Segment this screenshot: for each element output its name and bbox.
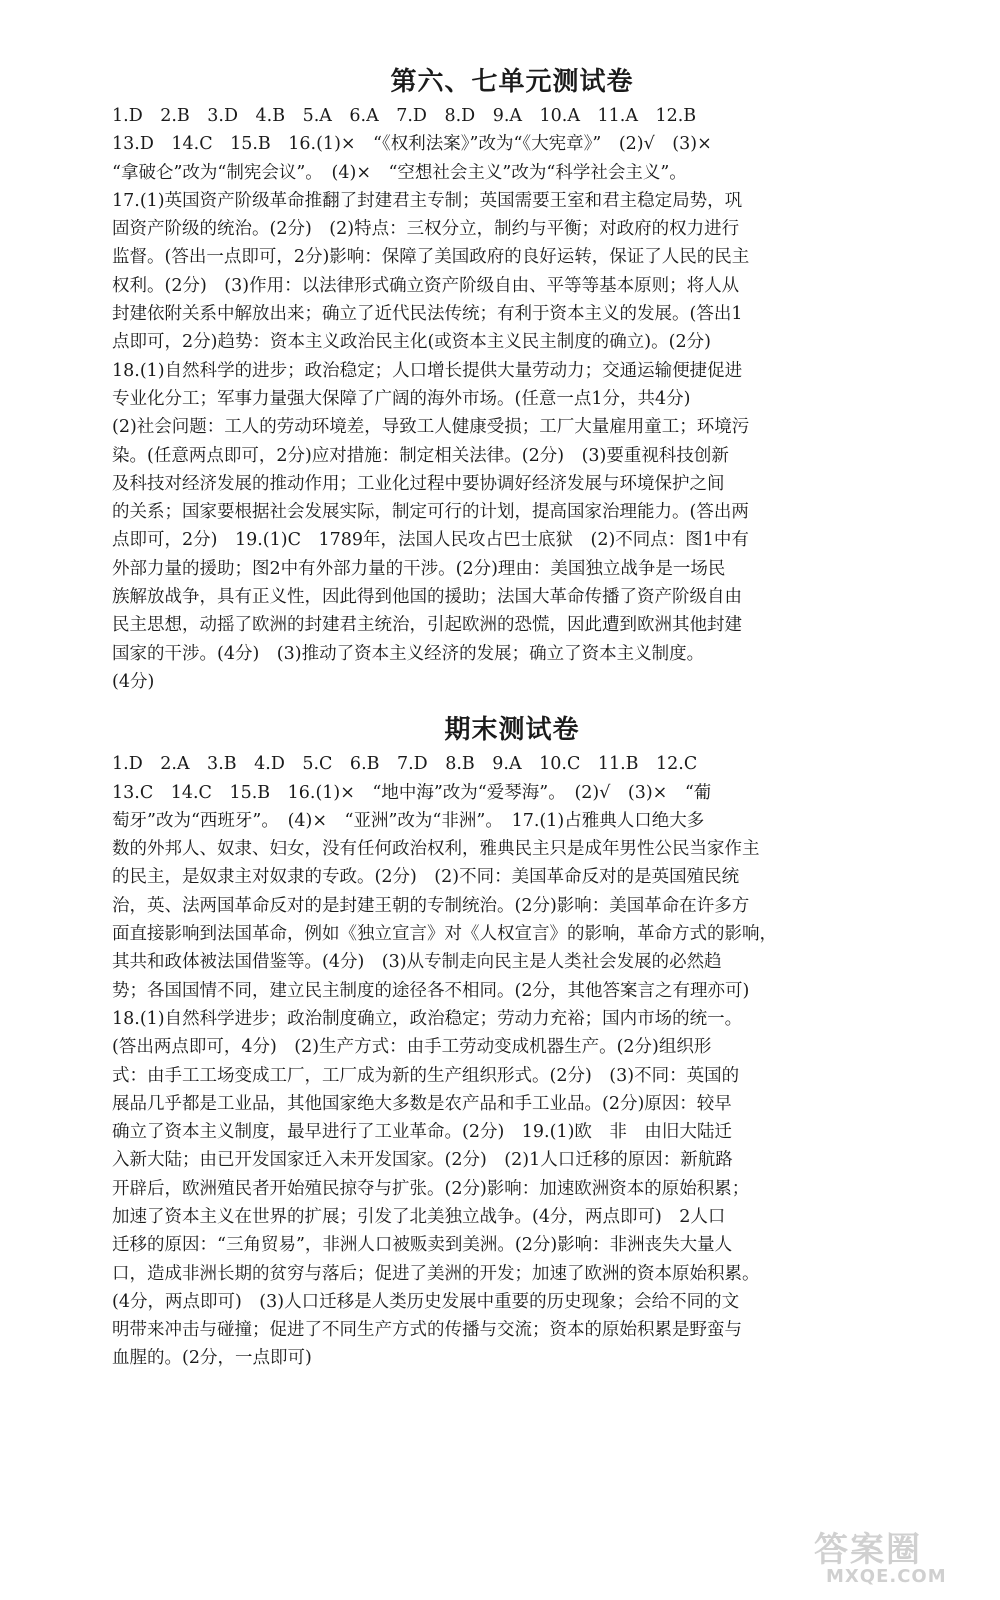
answer-line: 萄牙”改为“西班牙”。 (4)× “亚洲”改为“非洲”。 17.(1)占雅典人口绝大多 bbox=[112, 810, 705, 831]
answer-line: 面直接影响到法国革命，例如《独立宣言》对《人权宣言》的影响，革命方式的影响， bbox=[112, 924, 777, 945]
answer-line: 国家的干涉。(4分) (3)推动了资本主义经济的发展；确立了资本主义制度。 bbox=[112, 643, 705, 664]
answer-line: 1.D 2.A 3.B 4.D 5.C 6.B 7.D 8.B 9.A 10.C 11.B 12.C bbox=[112, 754, 698, 775]
site-watermark bbox=[792, 1522, 982, 1592]
answer-line: 族解放战争，具有正义性，因此得到他国的援助；法国大革命传播了资产阶级自由 bbox=[112, 587, 742, 608]
answer-line: (4分，两点即可) (3)人口迁移是人类历史发展中重要的历史现象；会给不同的文 bbox=[112, 1291, 740, 1312]
watermark-url-text: MXQE.COM bbox=[826, 1566, 947, 1587]
answer-line: 数的外邦人、奴隶、妇女，没有任何政治权利，雅典民主只是成年男性公民当家作主 bbox=[112, 839, 760, 860]
answer-line: 展品几乎都是工业品，其他国家绝大多数是农产品和手工业品。(2分)原因：较早 bbox=[112, 1093, 732, 1114]
answer-line: 18.(1)自然科学进步；政治制度确立，政治稳定；劳动力充裕；国内市场的统一。 bbox=[112, 1008, 743, 1029]
answer-line: 的关系；国家要根据社会发展实际，制定可行的计划，提高国家治理能力。(答出两 bbox=[112, 502, 749, 523]
answer-line: 监督。(答出一点即可，2分)影响：保障了美国政府的良好运转，保证了人民的民主 bbox=[112, 247, 750, 268]
answer-line: 13.D 14.C 15.B 16.(1)× “《权利法案》”改为“《大宪章》” (2)√ (3)× bbox=[112, 134, 712, 155]
answer-line: 式：由手工工场变成工厂，工厂成为新的生产组织形式。(2分) (3)不同：英国的 bbox=[112, 1065, 740, 1086]
answer-line: 封建依附关系中解放出来；确立了近代民法传统；有利于资本主义的发展。(答出1 bbox=[112, 304, 743, 325]
answer-line: (4分) bbox=[112, 671, 155, 692]
answer-line: 专业化分工；军事力量强大保障了广阔的海外市场。(任意一点1分，共4分) bbox=[112, 388, 691, 409]
answer-line: 口，造成非洲长期的贫穷与落后；促进了美洲的开发；加速了欧洲的资本原始积累。 bbox=[112, 1263, 760, 1284]
answer-line: 治，英、法两国革命反对的是封建王朝的专制统治。(2分)影响：美国革命在许多方 bbox=[112, 895, 750, 916]
answer-line: 染。(任意两点即可，2分)应对措施：制定相关法律。(2分) (3)要重视科技创新 bbox=[112, 445, 729, 466]
answer-line: 点即可，2分)趋势：资本主义政治民主化(或资本主义民主制度的确立)。(2分) bbox=[112, 332, 711, 353]
watermark-logo-text: 答案圈 bbox=[814, 1530, 922, 1570]
answer-line: 确立了资本主义制度，最早进行了工业革命。(2分) 19.(1)欧 非 由旧大陆迁 bbox=[112, 1122, 732, 1143]
answer-line: 其共和政体被法国借鉴等。(4分) (3)从专制走向民主是人类社会发展的必然趋 bbox=[112, 952, 722, 973]
answer-line: (2)社会问题：工人的劳动环境差，导致工人健康受损；工厂大量雇用童工；环境污 bbox=[112, 417, 750, 438]
section-title: 第六、七单元测试卷 bbox=[390, 67, 634, 97]
answer-block bbox=[112, 750, 912, 1373]
answer-line: 明带来冲击与碰撞；促进了不同生产方式的传播与交流；资本的原始积累是野蛮与 bbox=[112, 1320, 742, 1341]
answer-line: 固资产阶级的统治。(2分) (2)特点：三权分立，制约与平衡；对政府的权力进行 bbox=[112, 219, 740, 240]
answer-page bbox=[112, 62, 912, 1373]
answer-line: 迁移的原因：“三角贸易”，非洲人口被贩卖到美洲。(2分)影响：非洲丧失大量人 bbox=[112, 1235, 733, 1256]
answer-line: (答出两点即可，4分) (2)生产方式：由手工劳动变成机器生产。(2分)组织形 bbox=[112, 1037, 712, 1058]
answer-line: 1.D 2.B 3.D 4.B 5.A 6.A 7.D 8.D 9.A 10.A 11.A 12.B bbox=[112, 106, 697, 126]
answer-line: 加速了资本主义在世界的扩展；引发了北美独立战争。(4分，两点即可) 2人口 bbox=[112, 1206, 726, 1227]
answer-line: 权利。(2分) (3)作用：以法律形式确立资产阶级自由、平等等基本原则；将人从 bbox=[112, 275, 740, 296]
answer-line: 血腥的。(2分，一点即可) bbox=[112, 1348, 312, 1369]
answer-line: 民主思想，动摇了欧洲的封建君主统治，引起欧洲的恐慌，因此遭到欧洲其他封建 bbox=[112, 615, 742, 636]
answer-block bbox=[112, 102, 912, 696]
answer-line: 的民主，是奴隶主对奴隶的专政。(2分) (2)不同：美国革命反对的是英国殖民统 bbox=[112, 867, 740, 888]
answer-line: “拿破仑”改为“制宪会议”。 (4)× “空想社会主义”改为“科学社会主义”。 bbox=[112, 162, 687, 183]
answer-line: 势；各国国情不同，建立民主制度的途径各不相同。(2分，其他答案言之有理亦可) bbox=[112, 980, 750, 1001]
answer-line: 入新大陆；由已开发国家迁入未开发国家。(2分) (2)1人口迁移的原因：新航路 bbox=[112, 1150, 733, 1171]
answer-line: 点即可，2分) 19.(1)C 1789年，法国人民攻占巴士底狱 (2)不同点：图1中有 bbox=[112, 530, 749, 551]
unit-6-7-test-section bbox=[112, 62, 912, 696]
answer-line: 13.C 14.C 15.B 16.(1)× “地中海”改为“爱琴海”。 (2)√ (3)× “葡 bbox=[112, 782, 712, 803]
answer-line: 外部力量的援助；图2中有外部力量的干涉。(2分)理由：美国独立战争是一场民 bbox=[112, 558, 726, 579]
answer-line: 17.(1)英国资产阶级革命推翻了封建君主专制；英国需要王室和君主稳定局势，巩 bbox=[112, 190, 743, 211]
answer-line: 18.(1)自然科学的进步；政治稳定；人口增长提供大量劳动力；交通运输便捷促进 bbox=[112, 360, 743, 381]
answer-line: 及科技对经济发展的推动作用；工业化过程中要协调好经济发展与环境保护之间 bbox=[112, 473, 725, 494]
final-test-section bbox=[112, 710, 912, 1373]
section-title: 期末测试卷 bbox=[444, 715, 580, 746]
answer-line: 开辟后，欧洲殖民者开始殖民掠夺与扩张。(2分)影响：加速欧洲资本的原始积累； bbox=[112, 1178, 750, 1199]
